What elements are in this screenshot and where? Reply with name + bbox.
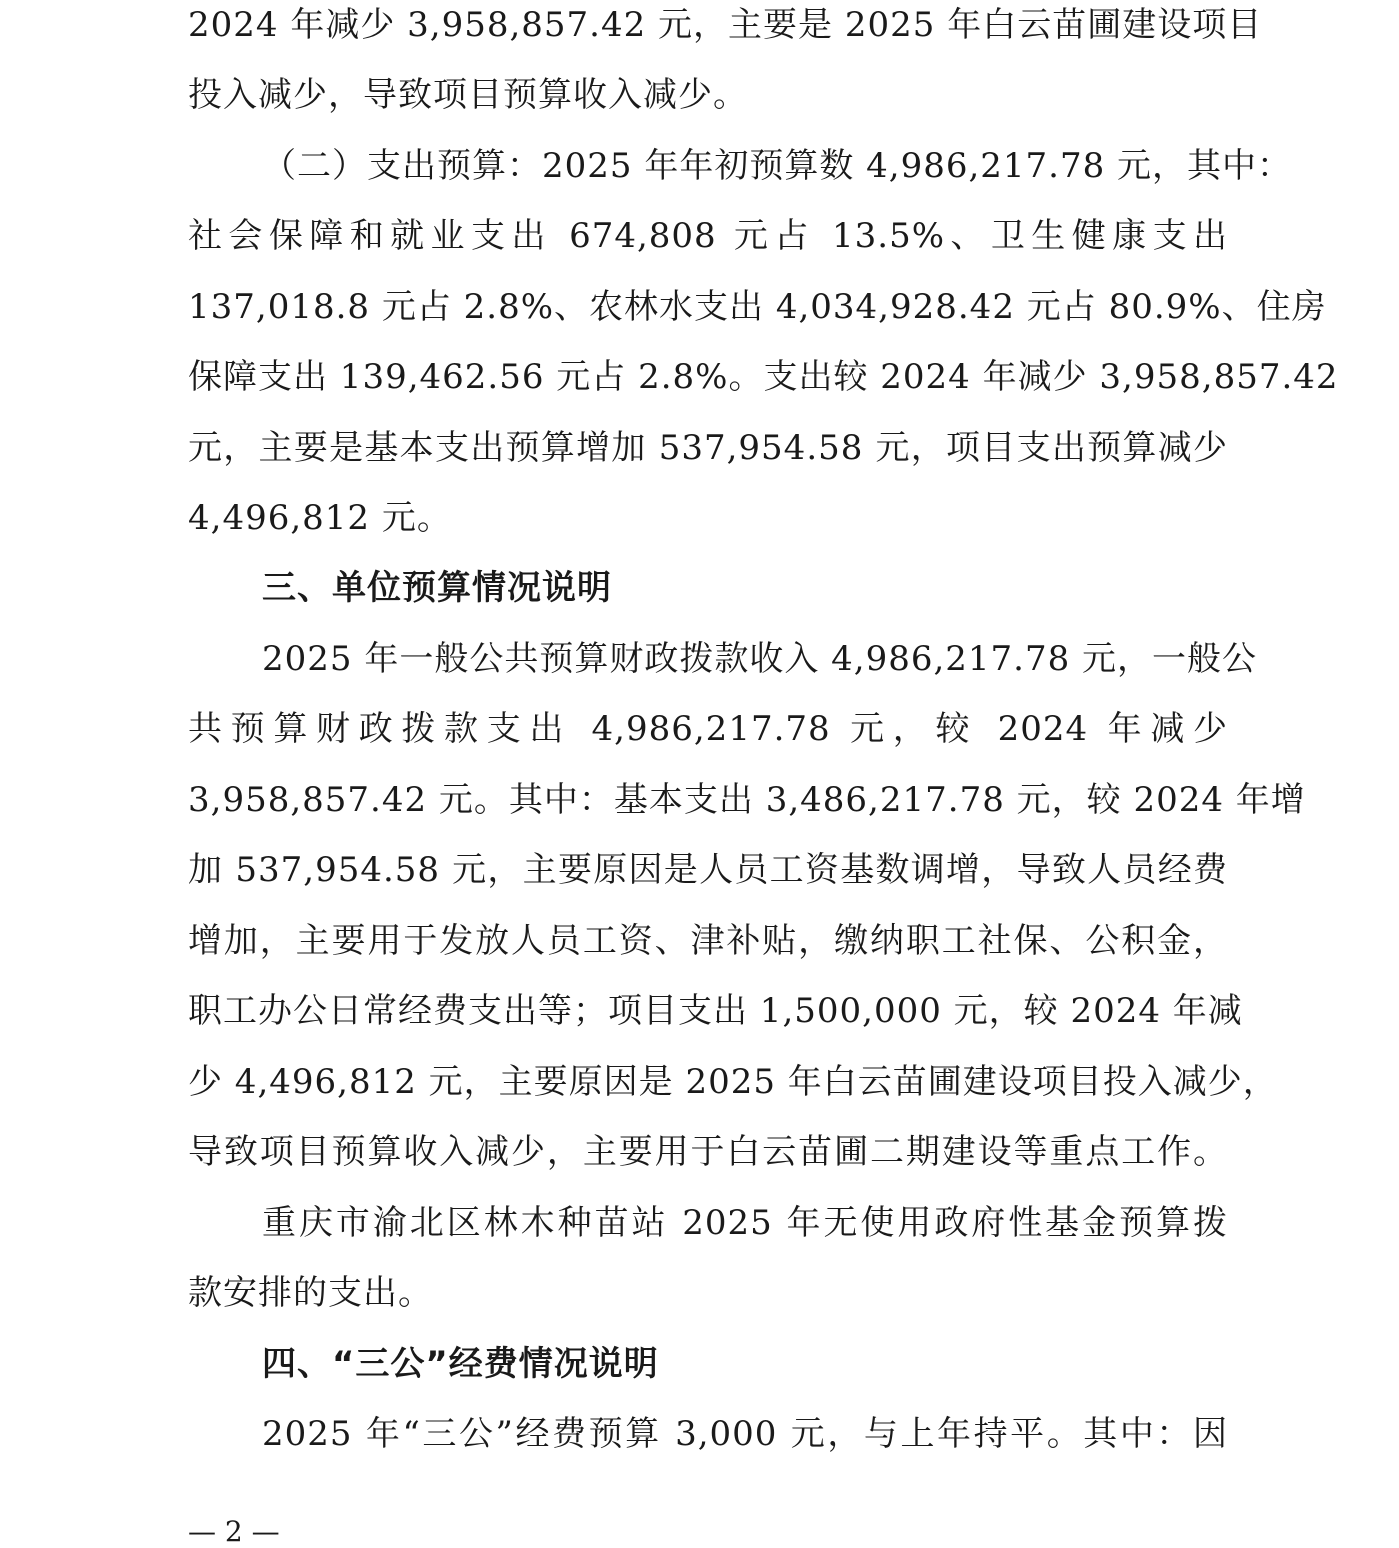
paragraph-line: 少 4,496,812 元，主要原因是 2025 年白云苗圃建设项目投入减少，: [188, 1062, 1278, 1102]
paragraph-line: 3,958,857.42 元。其中：基本支出 3,486,217.78 元，较 2024 年增: [188, 780, 1306, 820]
paragraph-line: 共预算财政拨款支出 4,986,217.78 元，较 2024 年减少: [188, 709, 1228, 749]
paragraph-line: 增加，主要用于发放人员工资、津补贴，缴纳职工社保、公积金，: [188, 921, 1228, 961]
paragraph-line: 加 537,954.58 元，主要原因是人员工资基数调增，导致人员经费: [188, 850, 1228, 890]
section-heading-4: 四、“三公”经费情况说明: [262, 1344, 659, 1384]
paragraph-line: 职工办公日常经费支出等；项目支出 1,500,000 元，较 2024 年减: [188, 991, 1243, 1031]
paragraph-line: 2024 年减少 3,958,857.42 元，主要是 2025 年白云苗圃建设项目: [188, 5, 1263, 45]
paragraph-line: 重庆市渝北区林木种苗站 2025 年无使用政府性基金预算拨: [262, 1203, 1228, 1243]
paragraph-line: 导致项目预算收入减少，主要用于白云苗圃二期建设等重点工作。: [188, 1132, 1228, 1172]
paragraph-line: 4,496,812 元。: [188, 498, 452, 538]
page-number: — 2 —: [188, 1515, 280, 1548]
paragraph-line: 137,018.8 元占 2.8%、农林水支出 4,034,928.42 元占 80.9%、住房: [188, 287, 1327, 327]
paragraph-line: 款安排的支出。: [188, 1273, 433, 1313]
section-heading-3: 三、单位预算情况说明: [262, 568, 612, 608]
paragraph-line: （二）支出预算：2025 年年初预算数 4,986,217.78 元，其中：: [262, 146, 1293, 186]
paragraph-line: 投入减少，导致项目预算收入减少。: [188, 75, 748, 115]
paragraph-line: 2025 年一般公共预算财政拨款收入 4,986,217.78 元，一般公: [262, 639, 1258, 679]
paragraph-line: 保障支出 139,462.56 元占 2.8%。支出较 2024 年减少 3,958,857.42: [188, 357, 1339, 397]
paragraph-line: 元，主要是基本支出预算增加 537,954.58 元，项目支出预算减少: [188, 428, 1228, 468]
paragraph-line: 社会保障和就业支出 674,808 元占 13.5%、卫生健康支出: [188, 216, 1228, 256]
paragraph-line: 2025 年“三公”经费预算 3,000 元，与上年持平。其中：因: [262, 1414, 1228, 1454]
